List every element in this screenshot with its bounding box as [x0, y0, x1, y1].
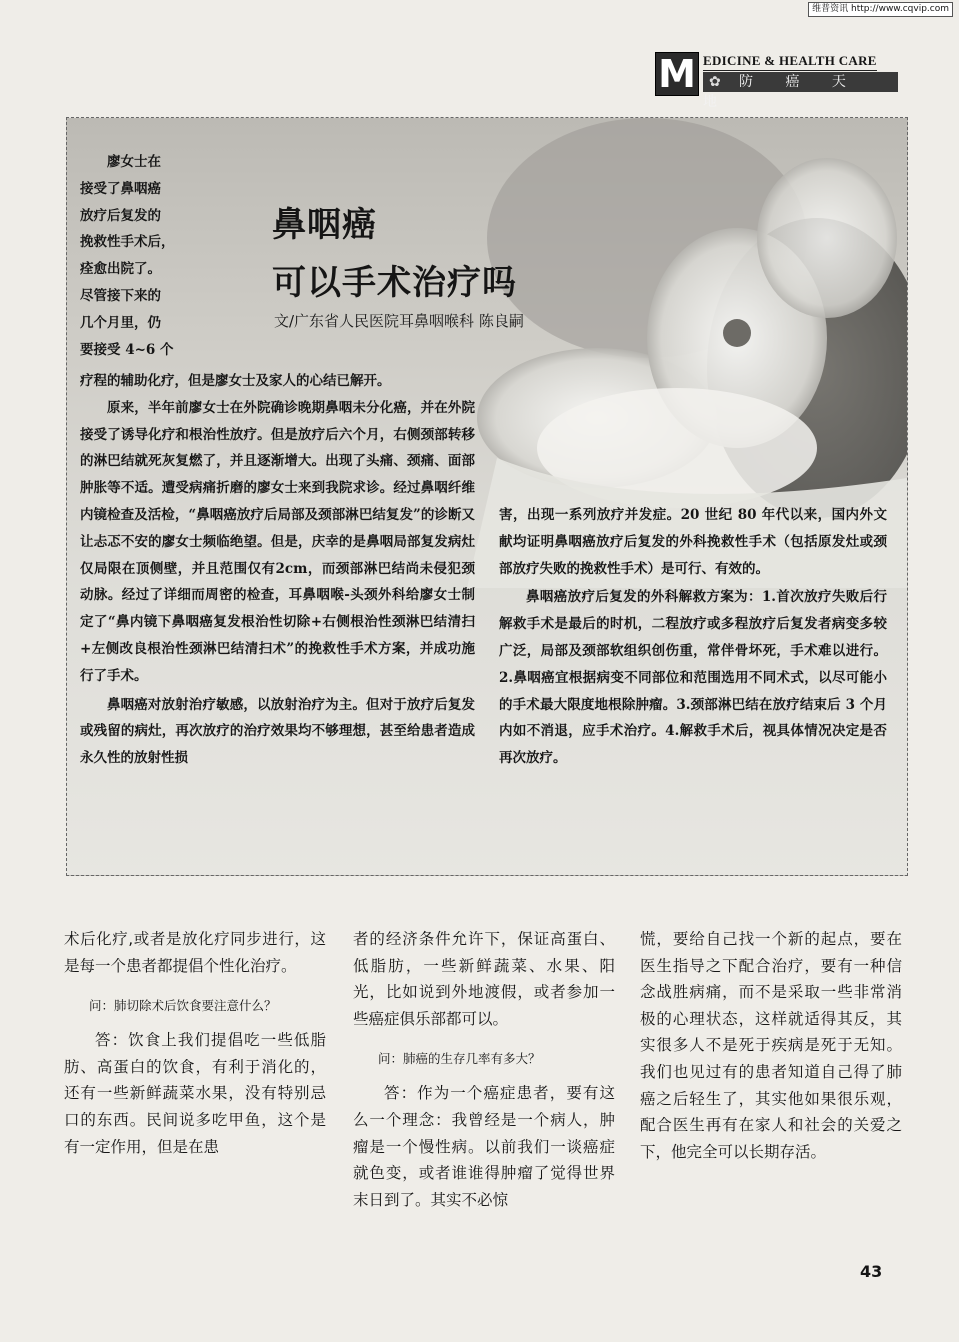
right-paragraph-2: 鼻咽癌放疗后复发的外科解救方案为：1.首次放疗失败后行解救手术是最后的时机，二程放疗或多程放疗后复发者病变多较广泛，局部及颈部软组织创伤重，常伴骨坏死，手术难以进行。2.鼻咽癌宜根据病变不同部位和范围选用不同术式，以尽可能小的手术最大限度地根除肿瘤。3.颈部淋巴结在放疗结束后 3 个月内如不消退，应手术治疗。4.解救手术后，视具体情况决定是否再次放疗。: [499, 589, 887, 767]
paragraph-2: 鼻咽癌对放射治疗敏感，以放射治疗为主。但对于放疗后复发或残留的病灶，再次放疗的治疗效果均不够理想，甚至给患者造成永久性的放射性损: [80, 696, 475, 767]
column-paragraph: 者的经济条件允许下，保证高蛋白、低脂肪，一些新鲜蔬菜、水果、阳光，比如说到外地渡假，或者参加一些癌症俱乐部都可以。: [353, 930, 615, 1028]
intro-line: 挽救性手术后，: [80, 234, 175, 251]
brand-m-letter: M: [655, 52, 699, 96]
column-paragraph: 慌，要给自己找一个新的起点，要在医生指导之下配合治疗，要有一种信念战胜病痛，而不是采取一些非常消极的心理状态，这样就适得其反，其实很多人不是死于疾病是死于无知。我们也见过有的患者知道自己得了肺癌之后轻生了，其实他如果很乐观，配合医生再有在家人和社会的关爱之下，他完全可以长期存活。: [640, 930, 902, 1161]
intro-line: 几个月里，仍: [80, 314, 161, 331]
article-byline: 文/广东省人民医院耳鼻咽喉科 陈良嗣: [274, 312, 524, 330]
intro-column: [80, 149, 200, 363]
intro-line: 痊愈出院了。: [80, 261, 161, 278]
article-right-column: [499, 502, 887, 772]
article-main-column: [80, 368, 475, 772]
intro-line: 廖女士在: [107, 154, 161, 170]
brand-chinese-title: 防 癌 天 地: [703, 72, 898, 92]
answer-paragraph: 答：作为一个癌症患者，要有这么一个理念：我曾经是一个病人，肿瘤是一个慢性病。以前我们一谈癌症就色变，或者谁谁得肿瘤了觉得世界末日到了。其实不必惊: [353, 1084, 615, 1209]
text-column-1: [64, 926, 326, 1160]
intro-line: 接受了鼻咽癌: [80, 180, 161, 197]
title-line-1: 鼻咽癌: [272, 205, 377, 245]
right-paragraph-1: 害，出现一系列放疗并发症。20 世纪 80 年代以来，国内外文献均证明鼻咽癌放疗后复发的外科挽救性手术（包括原发灶或颈部放疗失败的挽救性手术）是可行、有效的。: [499, 507, 887, 577]
magazine-brand: [655, 52, 903, 110]
source-watermark: 维普资讯 http://www.cqvip.com: [808, 2, 953, 17]
answer-paragraph: 答：饮食上我们提倡吃一些低脂肪、高蛋白的饮食，有利于消化的，还有一些新鲜蔬菜水果，没有特别忌口的东西。民间说多吃甲鱼，这个是有一定作用，但是在患: [64, 1031, 326, 1156]
flower-icon: ✿: [709, 74, 721, 90]
article-title: [272, 196, 517, 312]
intro-line: 尽管接下来的: [80, 287, 161, 304]
question-heading: 问：肺切除术后饮食要注意什么？: [89, 998, 277, 1014]
intro-line: 要接受 4~6 个: [80, 341, 174, 358]
intro-line: 放疗后复发的: [80, 207, 161, 224]
text-column-2: [353, 926, 615, 1213]
intro-continuation: 疗程的辅助化疗，但是廖女士及家人的心结已解开。: [80, 373, 391, 389]
feature-article-box: [66, 117, 908, 876]
column-paragraph: 术后化疗,或者是放化疗同步进行，这是每一个患者都提倡个性化治疗。: [64, 930, 326, 975]
brand-english-title: EDICINE & HEALTH CARE: [703, 53, 877, 71]
title-line-2: 可以手术治疗吗: [272, 263, 517, 303]
paragraph-1: 原来，半年前廖女士在外院确诊晚期鼻咽未分化癌，并在外院接受了诱导化疗和根治性放疗。但是放疗后六个月，右侧颈部转移的淋巴结就死灰复燃了，并且逐渐增大。出现了头痛、颈痛、面部肿胀等不适。遭受病痛折磨的廖女士来到我院求诊。经过鼻咽纤维内镜检查及活检，“鼻咽癌放疗后局部及颈部淋巴结复发”的诊断又让忐忑不安的廖女士频临绝望。但是，庆幸的是鼻咽局部复发病灶仅局限在顶侧壁，并且范围仅有2cm，而颈部淋巴结尚未侵犯颈动脉。经过了详细而周密的检查，耳鼻咽喉-头颈外科给廖女士制定了“鼻内镜下鼻咽癌复发根治性切除+右侧根治性颈淋巴结清扫+左侧改良根治性颈淋巴结清扫术”的挽救性手术方案，并成功施行了手术。: [80, 399, 475, 684]
page-number: 43: [860, 1262, 883, 1281]
question-heading: 问：肺癌的生存几率有多大？: [378, 1051, 541, 1067]
text-column-3: [640, 926, 902, 1165]
